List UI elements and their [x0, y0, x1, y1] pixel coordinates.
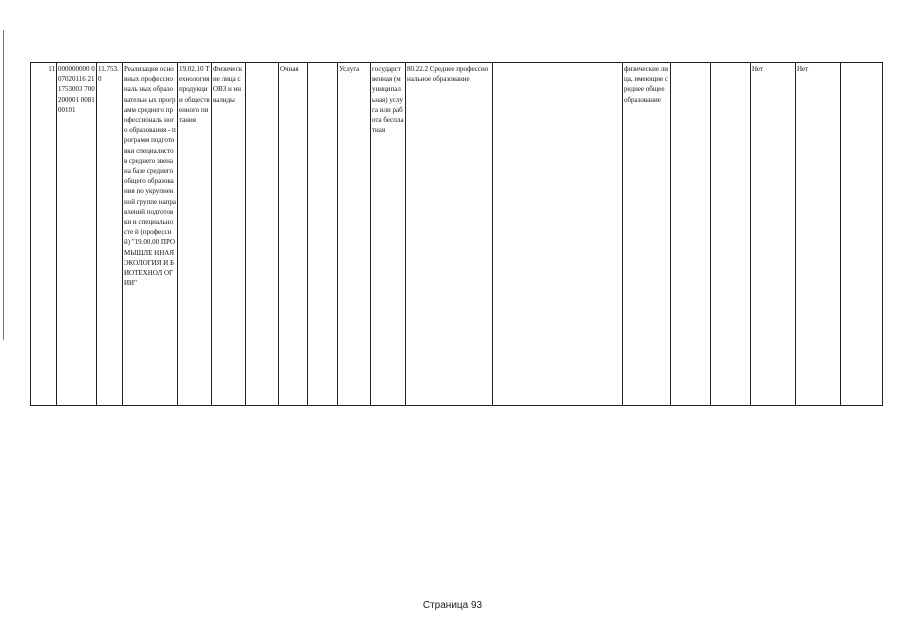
- cell-row-number: 11: [31, 63, 57, 406]
- cell-category: Физические лица с ОВЗ и инвалиды: [212, 63, 246, 406]
- cell-empty-7: [246, 63, 279, 406]
- cell-specialty: 19.02.10 Технология продукции общественного питания: [178, 63, 212, 406]
- cell-empty-9: [308, 63, 338, 406]
- cell-consumers: физические лица, имеющие среднее общее образование: [623, 63, 671, 406]
- cell-code-short: 11.753.0: [97, 63, 123, 406]
- cell-service-name: Реализация основных профессиональ ных образовательн ых программ среднего профессиональ ного образования - программ подготовки специалистов среднего звена на базе среднего общего образования по укрупненной группе направлений подготовки и специальносте й (профессий) "19.00.00 ПРОМЫШЛЕ ННАЯ ЭКОЛОГИЯ И БИОТЕХНОЛ ОГИИ": [123, 63, 178, 406]
- cell-registry-code: 000000000 007020116 211753003 700200001 008100101: [57, 63, 97, 406]
- cell-empty-13: [493, 63, 623, 406]
- cell-form: Очная: [279, 63, 308, 406]
- cell-empty-15: [671, 63, 711, 406]
- cell-okved: 80.22.2 Среднее профессиональное образование: [406, 63, 493, 406]
- cell-flag-2: Нет: [796, 63, 841, 406]
- cell-empty-16: [711, 63, 751, 406]
- table-row: [31, 63, 883, 406]
- page-number: Страница 93: [422, 600, 483, 611]
- services-register-table: [30, 62, 883, 406]
- cell-flag-1: Нет: [751, 63, 796, 406]
- cell-kind: государственная (муниципальная) услуга или работа бесплатная: [371, 63, 406, 406]
- cell-empty-19: [841, 63, 883, 406]
- left-margin-rule: [3, 30, 4, 340]
- cell-type: Услуга: [338, 63, 371, 406]
